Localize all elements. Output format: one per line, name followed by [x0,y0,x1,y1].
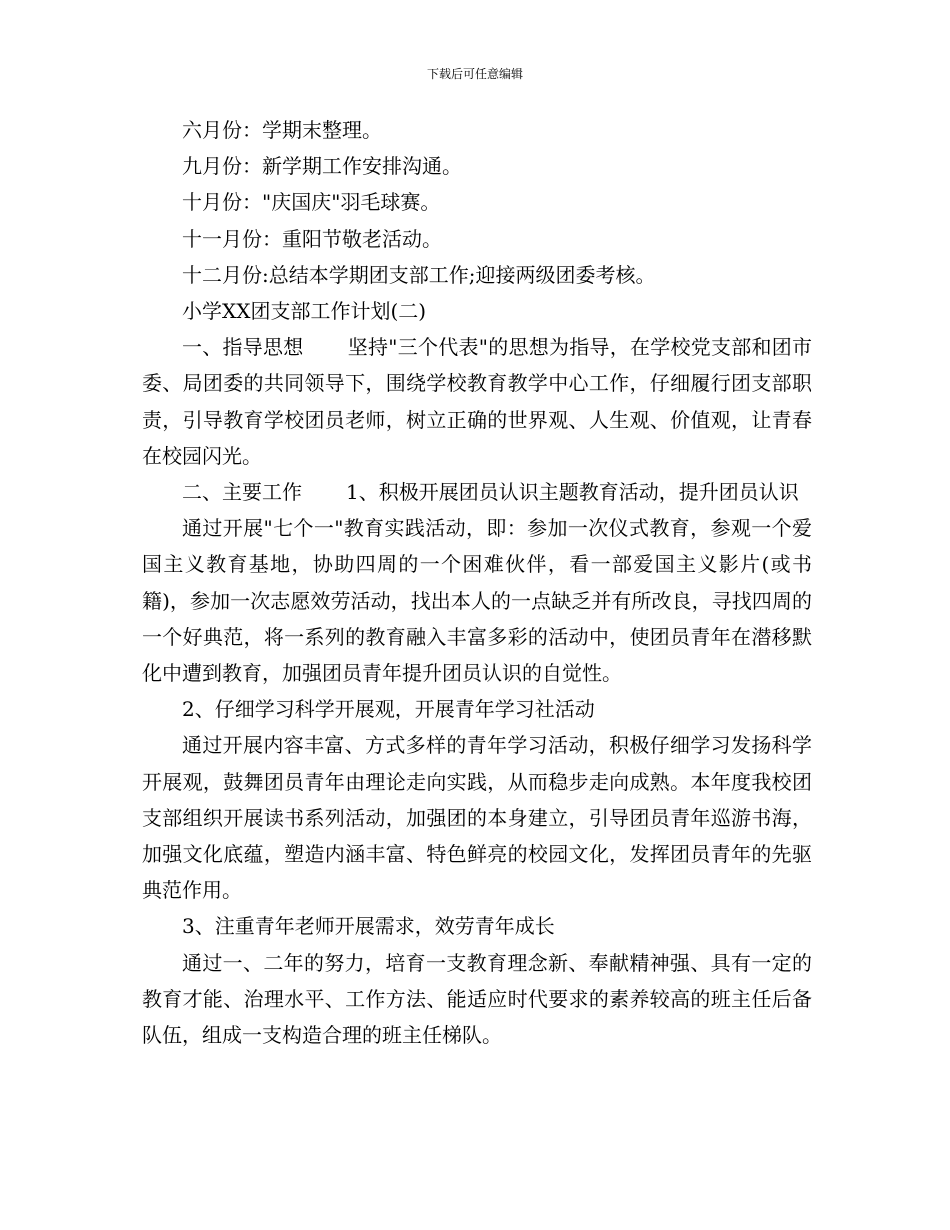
schedule-october: 十月份："庆国庆"羽毛球赛。 [182,190,441,215]
section1-text: 坚持"三个代表"的思想为指导，在学校党支部和团市委、局团委的共同领导下，围绕学校教育教学中心工作，仔细履行团支部职责，引导教育学校团员老师，树立正确的世界观、人生观、价值观，让青春在校园闪光。 [142,335,813,468]
schedule-september: 九月份：新学期工作安排沟通。 [182,154,462,179]
header-note: 下载后可任意编辑 [426,67,523,81]
item3-title: 3、注重青年老师开展需求，效劳青年成长 [182,914,555,939]
section1-heading: 一、指导思想 [182,335,304,360]
item3-text: 通过一、二年的努力，培育一支教育理念新、奉献精神强、具有一定的教育才能、治理水平、工作方法、能适应时代要求的素养较高的班主任后备队伍，组成一支构造合理的班主任梯队。 [142,950,812,1048]
item2-text: 通过开展内容丰富、方式多样的青年学习活动，积极仔细学习发扬科学开展观，鼓舞团员青年由理论走向实践，从而稳步走向成熟。本年度我校团支部组织开展读书系列活动，加强团的本身建立，引导团员青年巡游书海，加强文化底蕴，塑造内涵丰富、特色鲜亮的校园文化，发挥团员青年的先驱典范作用。 [142,733,812,903]
plan-title: 小学XX团支部工作计划(二) [182,299,427,324]
section2-heading: 二、主要工作 [182,480,302,505]
item1-text: 通过开展"七个一"教育实践活动，即：参加一次仪式教育，参观一个爱国主义教育基地，协助四周的一个困难伙伴，看一部爱国主义影片(或书籍)，参加一次志愿效劳活动，找出本人的一点缺乏并有所改良，寻找四周的一个好典范，将一系列的教育融入丰富多彩的活动中，使团员青年在潜移默化中遭到教育，加强团员青年提升团员认识的自觉性。 [142,516,812,686]
schedule-december: 十二月份:总结本学期团支部工作;迎接两级团委考核。 [182,262,656,287]
section-guiding-ideology [142,329,812,474]
item2-title: 2、仔细学习科学开展观，开展青年学习社活动 [182,697,595,722]
schedule-june: 六月份：学期末整理。 [182,118,382,142]
section-main-work [142,474,812,510]
document-body [142,112,812,1053]
item1-title: 1、积极开展团员认识主题教育活动，提升团员认识 [346,480,799,505]
schedule-november: 十一月份：重阳节敬老活动。 [182,226,442,251]
